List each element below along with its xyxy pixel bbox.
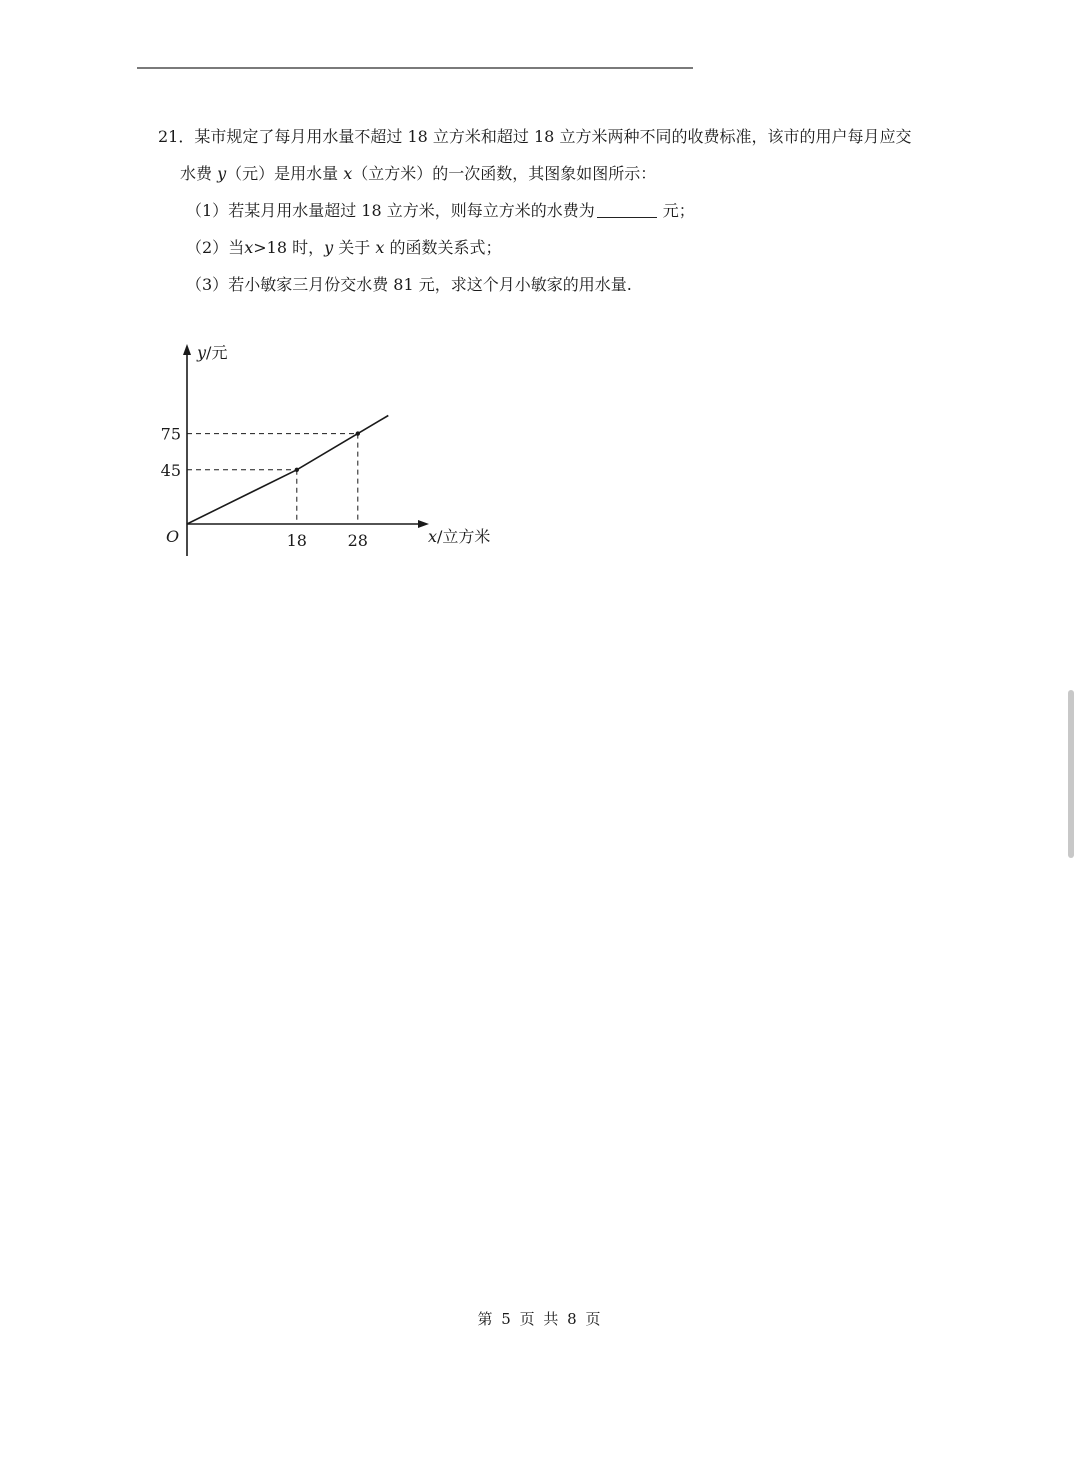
answer-blank[interactable] [597,201,657,218]
sub-question-label: （3） [186,275,229,294]
page-footer: 第 5 页 共 8 页 [477,1310,603,1328]
var-x: x [244,238,254,257]
x-axis-label: x/立方米 [428,527,491,546]
var-y: y [324,238,334,257]
sub-question-text: 关于 [333,238,376,257]
var-y: y [217,164,227,183]
scrollbar[interactable] [1068,690,1074,858]
sub-question-3 [158,266,958,303]
y-tick-label-45: 45 [160,460,181,480]
sub-question-text: 若某月用水量超过 18 立方米，则每立方米的水费为 [228,201,595,220]
var-x: x [375,238,385,257]
y-tick-label-75: 75 [160,424,181,444]
question-stem-line-1 [158,118,958,155]
function-graph [150,330,510,562]
sub-question-1 [158,192,958,229]
x-tick-label-28: 28 [347,531,368,550]
data-point-0 [295,468,299,472]
stem-text: （立方米）的一次函数，其图象如图所示： [352,164,657,183]
sub-question-text: 的函数关系式； [384,238,502,257]
sub-question-label: （1） [186,201,229,220]
header-rule [137,67,693,69]
y-axis-label: y/元 [197,343,228,362]
stem-text: 水费 [180,164,213,183]
question-stem-line-2 [158,155,958,192]
question-21 [158,118,958,303]
sub-question-2 [158,229,958,266]
y-axis-arrow [183,344,191,355]
sub-question-text: 元； [662,201,695,220]
sub-question-text: 当 [228,238,245,257]
sub-question-text: >18 时， [253,238,325,257]
data-point-1 [356,431,360,435]
sub-question-text: 若小敏家三月份交水费 81 元，求这个月小敏家的用水量. [228,275,632,294]
function-graph-svg [150,330,510,562]
sub-question-label: （2） [186,238,229,257]
question-number: 21． [158,127,195,146]
stem-text: （元）是用水量 [226,164,339,183]
x-tick-label-18: 18 [286,531,307,550]
question-stem-text-1: 某市规定了每月用水量不超过 18 立方米和超过 18 立方米两种不同的收费标准，该市的用户每月应交 [194,127,912,146]
var-x: x [343,164,353,183]
origin-label: O [166,527,180,546]
